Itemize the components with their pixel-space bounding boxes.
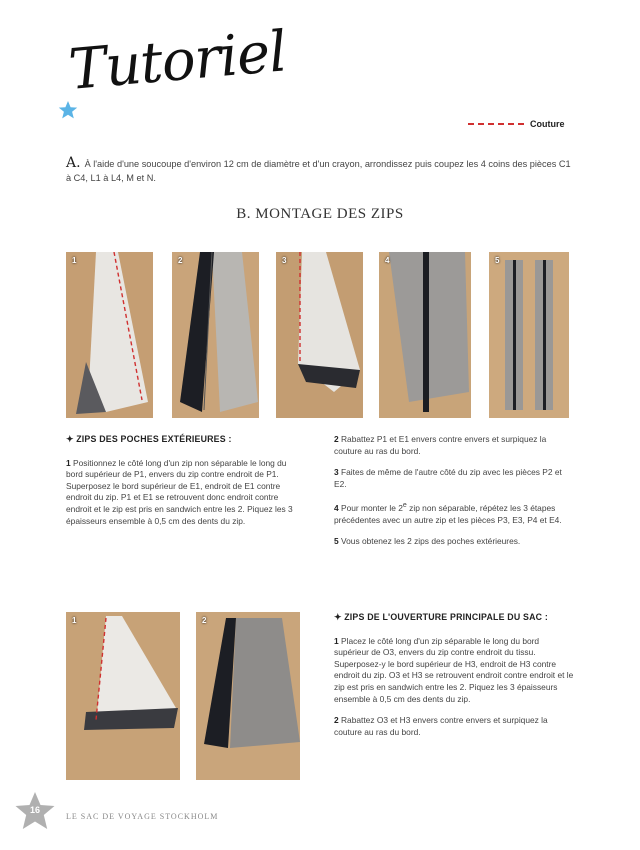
photo-step-1 — [66, 252, 153, 418]
outer-pockets-section — [66, 434, 298, 537]
stitch-legend — [468, 119, 565, 129]
photo-number: 2 — [178, 256, 183, 265]
outer-pockets-continued — [334, 434, 574, 558]
section-b-title: B. MONTAGE DES ZIPS — [236, 206, 404, 222]
page-number: 16 — [29, 805, 40, 815]
main-opening-section — [334, 612, 574, 748]
outer-step-4: 4 Pour monter le 2e zip non séparable, répétez les 3 étapes précédentes avec un autre zip et les pièces P3, E3, P4 et E4. — [334, 502, 562, 525]
footer-title: LE SAC DE VOYAGE STOCKHOLM — [66, 812, 219, 821]
photo-step-3 — [276, 252, 363, 418]
photo-number: 5 — [495, 256, 500, 265]
step-a-letter: A. — [66, 155, 81, 171]
photo-number: 1 — [72, 616, 77, 625]
opening-step-1: 1 Placez le côté long d'un zip séparable le long du bord supérieur de O3, envers du zip contre endroit du tissu. Superposez-y le bord supérieur de H3, endroit de H3 contre endroit du zip. O3 et H3 se retrouvent endroit contre endroit et le zip est pris en sandwich entre les 2. Piquez les 3 épaisseurs ensemble à 0,5 cm des dents du zip. — [334, 635, 574, 704]
photo-number: 3 — [282, 256, 287, 265]
outer-step-2: 2 Rabattez P1 et E1 envers contre envers et surpiquez la couture au ras du bord. — [334, 434, 547, 456]
step-a — [66, 156, 576, 185]
photo-number: 4 — [385, 256, 390, 265]
photo-step-5 — [489, 252, 569, 418]
stitch-line-icon — [468, 123, 524, 125]
opening-step-2: 2 Rabattez O3 et H3 envers contre envers et surpiquez la couture au ras du bord. — [334, 715, 548, 737]
photo-opening-2 — [196, 612, 300, 780]
step-a-text: À l'aide d'une soucoupe d'environ 12 cm de diamètre et d'un crayon, arrondissez puis coupez les 4 coins des pièces C1 à C4, L1 à L4, M et N. — [66, 159, 571, 183]
outer-step-5: 5 Vous obtenez les 2 zips des poches extérieures. — [334, 536, 521, 547]
photo-opening-1 — [66, 612, 180, 780]
photo-step-2 — [172, 252, 259, 418]
outer-step-3: 3 Faites de même de l'autre côté du zip avec les pièces P2 et E2. — [334, 467, 562, 489]
outer-pockets-heading: ✦ ZIPS DES POCHES EXTÉRIEURES : — [66, 434, 232, 444]
photo-step-4 — [379, 252, 471, 418]
photo-number: 2 — [202, 616, 207, 625]
star-icon — [58, 100, 78, 120]
legend-label: Couture — [530, 119, 565, 129]
page-title: Tutoriel — [66, 19, 289, 103]
main-opening-heading: ✦ ZIPS DE L'OUVERTURE PRINCIPALE DU SAC : — [334, 612, 548, 622]
photo-number: 1 — [72, 256, 77, 265]
outer-step-1: 1 Positionnez le côté long d'un zip non séparable le long du bord supérieur de P1, envers du zip contre endroit de P1. Superposez le bord supérieur de E1, endroit de E1 contre endroit du zip. P1 et E1 se retrouvent donc endroit contre endroit et le zip est pris en sandwich entre les 2. Piquez les 3 épaisseurs ensemble à 0,5 cm des dents du zip. — [66, 457, 293, 526]
